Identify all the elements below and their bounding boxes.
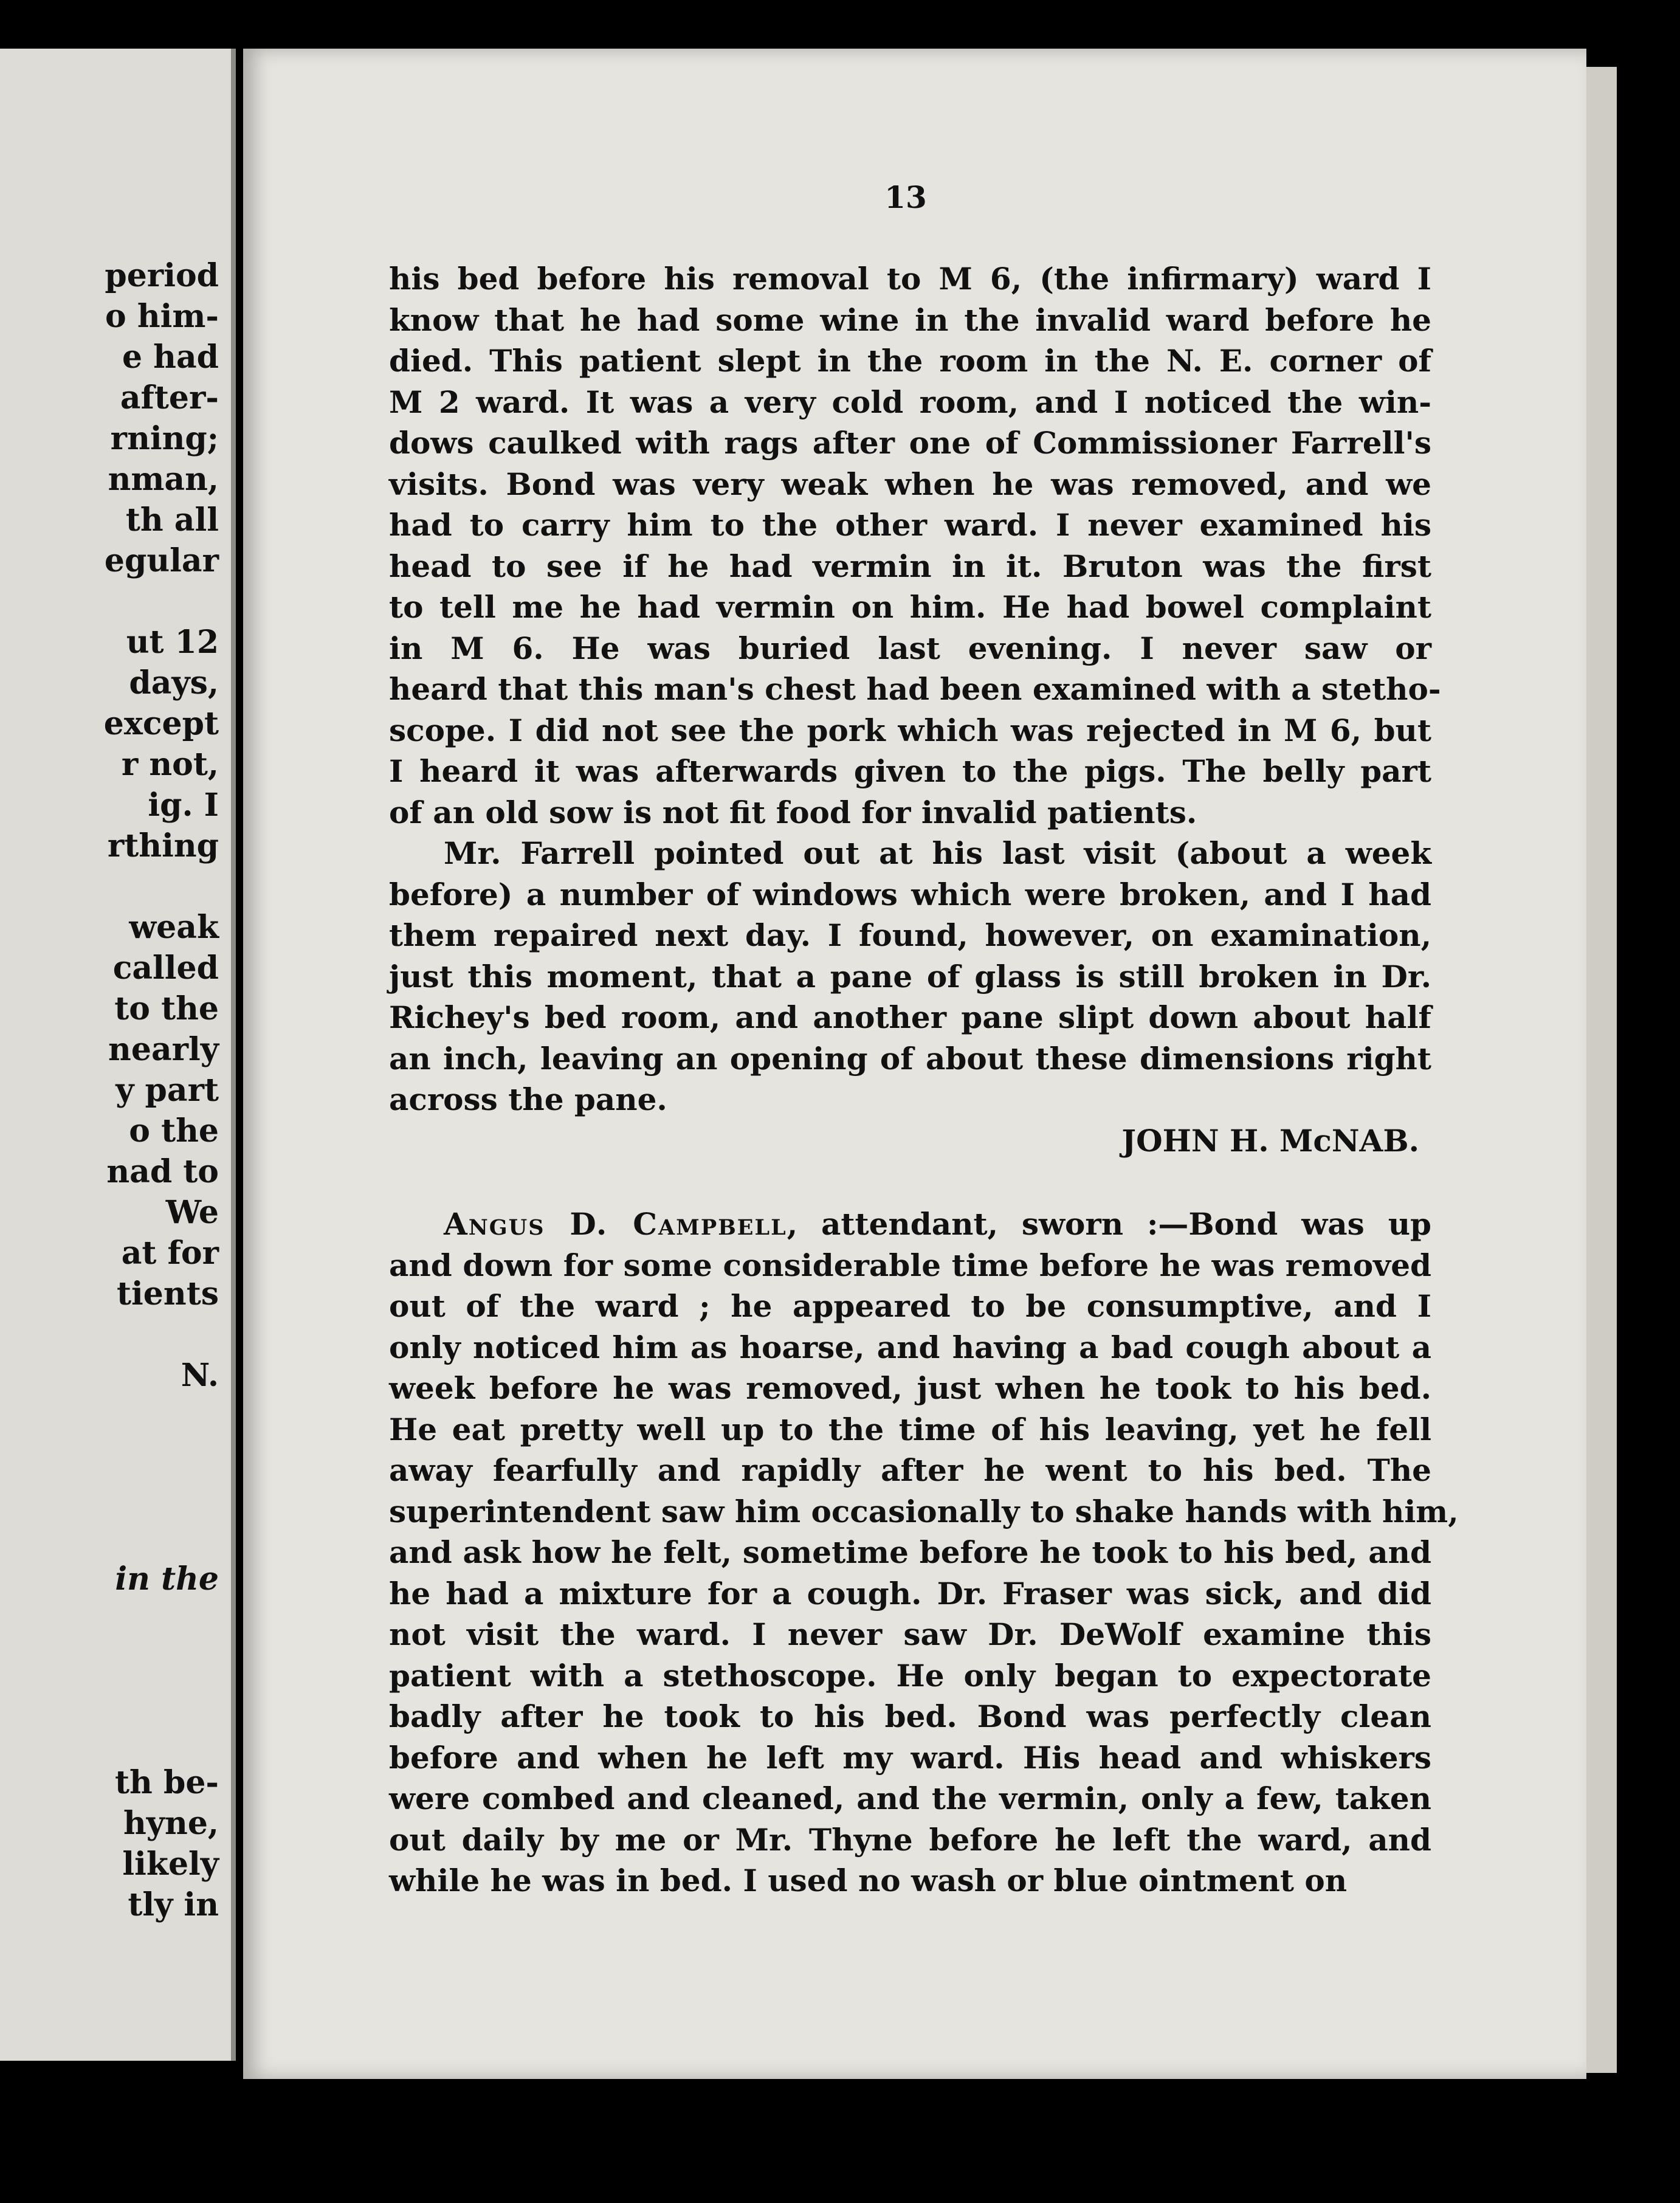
- facing-page-fragment: [104, 1681, 219, 1722]
- facing-page-fragment: [104, 1640, 219, 1681]
- facing-page-fragment: except: [103, 705, 219, 742]
- text-line: heard that this man's chest had been examined with a stetho-: [389, 671, 1441, 707]
- text-line: away fearfully and rapidly after he went to his bed. The: [389, 1452, 1431, 1488]
- facing-page-fragment: at for: [121, 1235, 219, 1272]
- facing-page-fragment: [104, 581, 219, 622]
- facing-page-fragment: after-: [120, 379, 219, 416]
- page-edge: [1586, 67, 1617, 2073]
- text-line: had to carry him to the other ward. I never examined his: [389, 507, 1431, 543]
- facing-page-fragment: [104, 1477, 219, 1518]
- text-line: across the pane.: [389, 1081, 667, 1117]
- text-line: He eat pretty well up to the time of his leaving, yet he fell: [389, 1411, 1431, 1447]
- page-body: [389, 258, 1459, 1901]
- facing-page-fragment: r not,: [121, 746, 219, 783]
- facing-page-fragments: [104, 255, 219, 1925]
- paragraph-campbell-testimony: [389, 1204, 1459, 1901]
- facing-page-fragment: [104, 1396, 219, 1436]
- text-line: Richey's bed room, and another pane slipt down about half: [389, 999, 1431, 1035]
- text-line: them repaired next day. I found, however, on examination,: [389, 917, 1431, 953]
- facing-page-fragment: tly in: [128, 1886, 219, 1923]
- text-line: dows caulked with rags after one of Commissioner Farrell's: [389, 425, 1431, 461]
- facing-page-fragment: days,: [129, 664, 219, 702]
- paragraph-first-line: [389, 1204, 1431, 1245]
- text-line: I heard it was afterwards given to the pigs. The belly part: [389, 753, 1431, 789]
- text-line: visits. Bond was very weak when he was removed, and we: [389, 466, 1431, 502]
- first-line-text: , attendant, sworn :—Bond was up: [787, 1206, 1432, 1242]
- text-line: superintendent saw him occasionally to shake hands with him,: [389, 1493, 1459, 1529]
- facing-page-fragment: th all: [125, 502, 219, 539]
- text-line: and down for some considerable time before he was removed: [389, 1247, 1431, 1283]
- facing-page-fragment: [104, 1436, 219, 1477]
- text-line: in M 6. He was buried last evening. I never saw or: [389, 630, 1431, 666]
- speaker-name: Angus D. Campbell: [444, 1206, 787, 1242]
- facing-page-fragment: likely: [122, 1846, 219, 1883]
- text-line: died. This patient slept in the room in the N. E. corner of: [389, 343, 1431, 379]
- text-line: before) a number of windows which were broken, and I had: [389, 876, 1431, 912]
- facing-page-fragment: th be-: [115, 1764, 219, 1801]
- facing-page-fragment: [104, 866, 219, 907]
- facing-page-fragment: called: [112, 950, 219, 987]
- facing-page-edge: [0, 49, 236, 2061]
- facing-page-fragment: weak: [129, 909, 219, 946]
- paragraph-windows: [389, 833, 1431, 1120]
- text-line: his bed before his removal to M 6, (the infirmary) ward I: [389, 261, 1431, 297]
- text-line: know that he had some wine in the invalid ward before he: [389, 302, 1431, 338]
- text-line: to tell me he had vermin on him. He had bowel complaint: [389, 589, 1431, 625]
- facing-page-fragment: e had: [122, 339, 219, 376]
- facing-page-fragment: to the: [114, 990, 219, 1027]
- facing-page-fragment: [104, 1314, 219, 1355]
- facing-page-fragment: rning;: [110, 420, 219, 457]
- text-line: and ask how he felt, sometime before he took to his bed, and: [389, 1534, 1431, 1570]
- text-line: out daily by me or Mr. Thyne before he left the ward, and: [389, 1821, 1431, 1858]
- facing-page-fragment: nad to: [106, 1153, 219, 1190]
- facing-page-fragment: o him-: [105, 298, 219, 335]
- facing-page-fragment: nman,: [108, 461, 219, 498]
- facing-page-fragment: y part: [115, 1072, 219, 1109]
- facing-page-fragment: ut 12: [126, 624, 219, 661]
- facing-page-fragment: rthing: [107, 827, 219, 864]
- facing-page-fragment: [104, 1518, 219, 1559]
- facing-page-fragment: N.: [181, 1357, 219, 1394]
- text-line: of an old sow is not fit food for invalid patients.: [389, 794, 1197, 830]
- signature: JOHN H. McNAB.: [1121, 1122, 1419, 1159]
- text-line: before and when he left my ward. His head and whiskers: [389, 1739, 1431, 1776]
- paragraph-testimony-continued: [389, 258, 1441, 833]
- text-line: were combed and cleaned, and the vermin, only a few, taken: [389, 1781, 1431, 1816]
- text-line: patient with a stethoscope. He only began to expectorate: [389, 1657, 1431, 1694]
- facing-page-fragment: tients: [117, 1275, 219, 1312]
- text-line: only noticed him as hoarse, and having a bad cough about a: [389, 1329, 1431, 1365]
- text-line: just this moment, that a pane of glass is still broken in Dr.: [389, 958, 1431, 995]
- facing-page-fragment: ig. I: [148, 787, 219, 824]
- facing-page-fragment: We: [165, 1194, 219, 1231]
- facing-page-fragment: [104, 1722, 219, 1762]
- page-number: 13: [884, 179, 927, 215]
- text-line: badly after he took to his bed. Bond was perfectly clean: [389, 1698, 1431, 1734]
- text-line: scope. I did not see the pork which was rejected in M 6, but: [389, 712, 1431, 748]
- text-line: he had a mixture for a cough. Dr. Fraser was sick, and did: [389, 1575, 1431, 1612]
- facing-page-fragment: nearly: [108, 1031, 219, 1068]
- facing-page-fragment: [104, 1599, 219, 1640]
- text-line: an inch, leaving an opening of about these dimensions right: [389, 1040, 1431, 1077]
- text-line: M 2 ward. It was a very cold room, and I noticed the win-: [389, 384, 1431, 420]
- text-line: week before he was removed, just when he took to his bed.: [389, 1370, 1431, 1406]
- facing-page-fragment: in the: [115, 1560, 219, 1598]
- text-line: Mr. Farrell pointed out at his last visit (about a week: [444, 835, 1431, 871]
- text-line: while he was in bed. I used no wash or blue ointment on: [389, 1863, 1348, 1898]
- facing-page-fragment: egular: [104, 542, 219, 579]
- facing-page-fragment: period: [105, 257, 219, 294]
- facing-page-fragment: o the: [129, 1112, 219, 1150]
- text-line: not visit the ward. I never saw Dr. DeWolf examine this: [389, 1616, 1431, 1652]
- text-line: out of the ward ; he appeared to be consumptive, and I: [389, 1288, 1431, 1324]
- facing-page-fragment: hyne,: [123, 1805, 219, 1842]
- text-line: head to see if he had vermin in it. Bruton was the first: [389, 548, 1431, 584]
